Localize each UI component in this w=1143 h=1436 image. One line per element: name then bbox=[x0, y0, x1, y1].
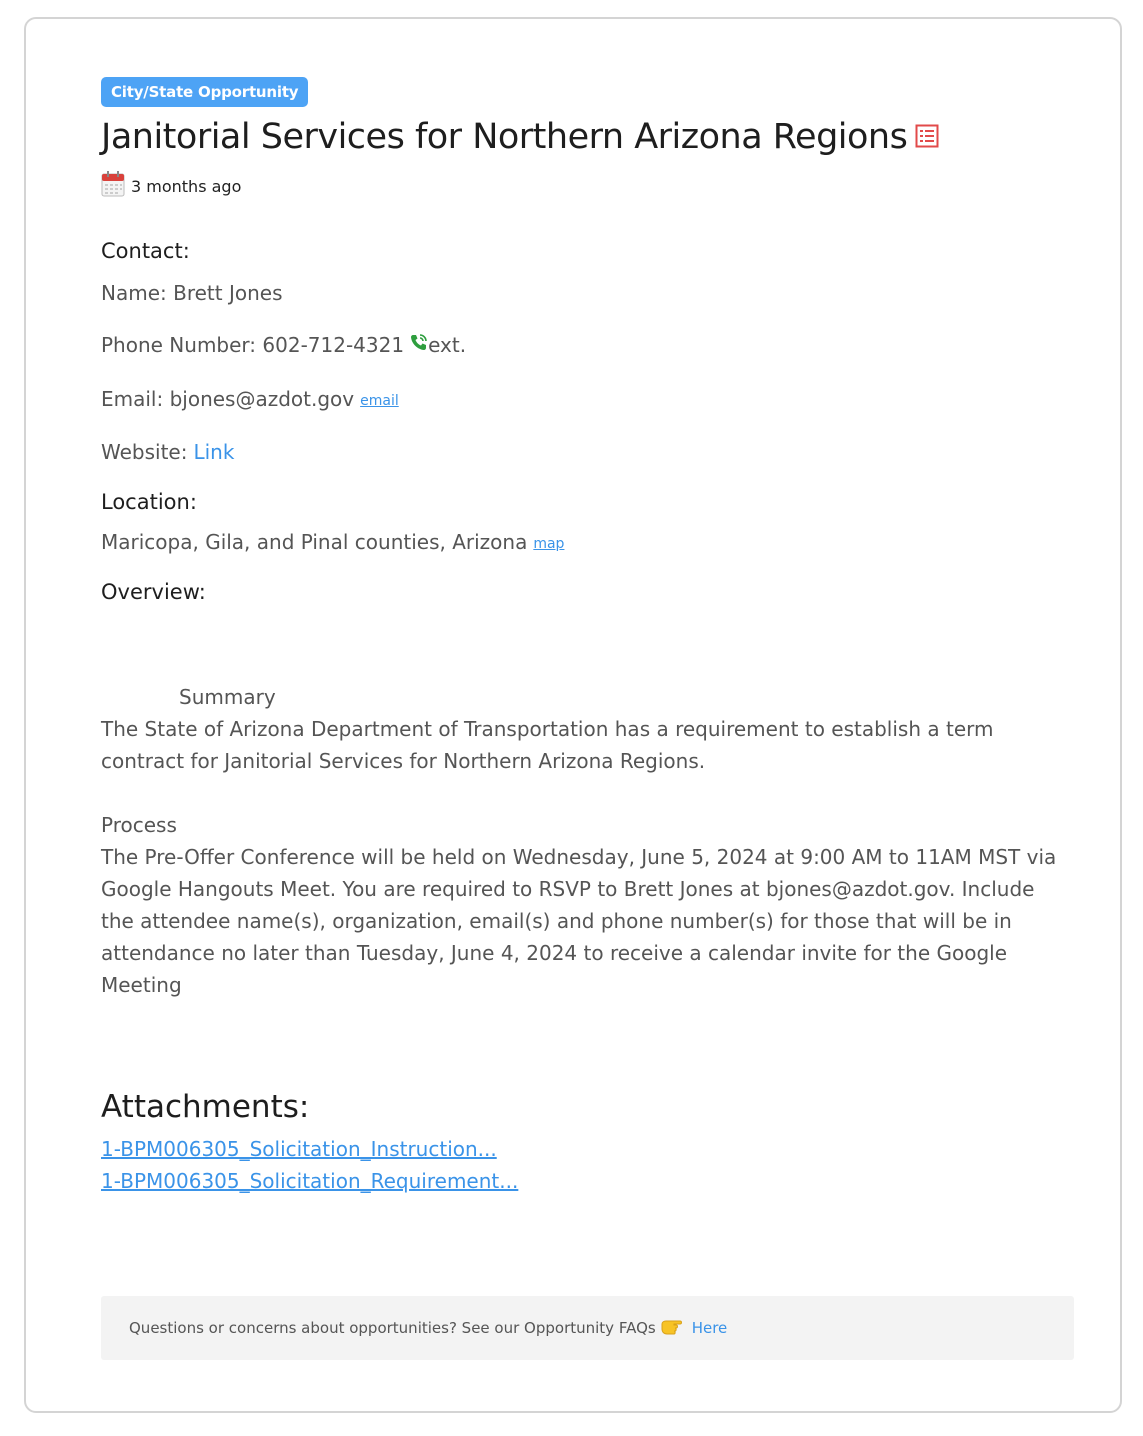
summary-text: The State of Arizona Department of Transportation has a requirement to establish a term contract for Janitorial Services for Northern Arizona Regions. bbox=[101, 717, 994, 773]
phone-ext: ext. bbox=[428, 333, 467, 357]
overview-heading: Overview: bbox=[101, 580, 206, 604]
page-title bbox=[101, 117, 939, 157]
calendar-icon bbox=[101, 171, 125, 201]
email-address: Email: bjones@azdot.gov bbox=[101, 387, 355, 411]
contact-heading: Contact: bbox=[101, 239, 190, 263]
process-text: The Pre-Offer Conference will be held on Wednesday, June 5, 2024 at 9:00 AM to 11AM MST via Google Hangouts Meet. You are required to RSVP to Brett Jones at bjones@azdot.gov. Include the attendee name(s), organization, email(s) and phone number(s) for those that will be in attendance no later than Tuesday, June 4, 2024 to receive a calendar invite for the Google Meeting bbox=[101, 845, 1057, 997]
posted-date bbox=[101, 171, 241, 201]
opportunity-card bbox=[24, 17, 1122, 1413]
attachments-heading: Attachments: bbox=[101, 1089, 310, 1125]
summary-label: Summary bbox=[179, 685, 276, 709]
category-badge: City/State Opportunity bbox=[101, 77, 308, 107]
email-link[interactable]: email bbox=[360, 393, 399, 409]
phone-number: Phone Number: 602-712-4321 bbox=[101, 333, 405, 357]
list-icon[interactable] bbox=[915, 117, 939, 157]
attachment-link-1[interactable]: 1-BPM006305_Solicitation_Instruction... bbox=[101, 1137, 497, 1161]
faq-text: Questions or concerns about opportunities? See our Opportunity FAQs bbox=[129, 1319, 656, 1337]
location-heading: Location: bbox=[101, 490, 197, 514]
contact-email bbox=[101, 387, 399, 411]
contact-website bbox=[101, 440, 234, 464]
contact-name: Name: Brett Jones bbox=[101, 281, 283, 305]
pointing-hand-icon bbox=[660, 1316, 688, 1340]
faq-banner bbox=[101, 1296, 1074, 1360]
title-text: Janitorial Services for Northern Arizona Regions bbox=[101, 117, 908, 157]
website-link[interactable]: Link bbox=[193, 440, 235, 464]
attachment-link-2[interactable]: 1-BPM006305_Solicitation_Requirement... bbox=[101, 1169, 519, 1193]
process-label: Process bbox=[101, 813, 177, 837]
map-link[interactable]: map bbox=[533, 536, 565, 552]
date-text: 3 months ago bbox=[131, 176, 242, 196]
faq-here-link[interactable]: Here bbox=[691, 1319, 728, 1337]
location-text: Maricopa, Gila, and Pinal counties, Arizona bbox=[101, 530, 528, 554]
location-line bbox=[101, 530, 564, 554]
contact-phone bbox=[101, 333, 466, 357]
phone-icon[interactable] bbox=[410, 333, 466, 357]
website-label: Website: bbox=[101, 440, 188, 464]
